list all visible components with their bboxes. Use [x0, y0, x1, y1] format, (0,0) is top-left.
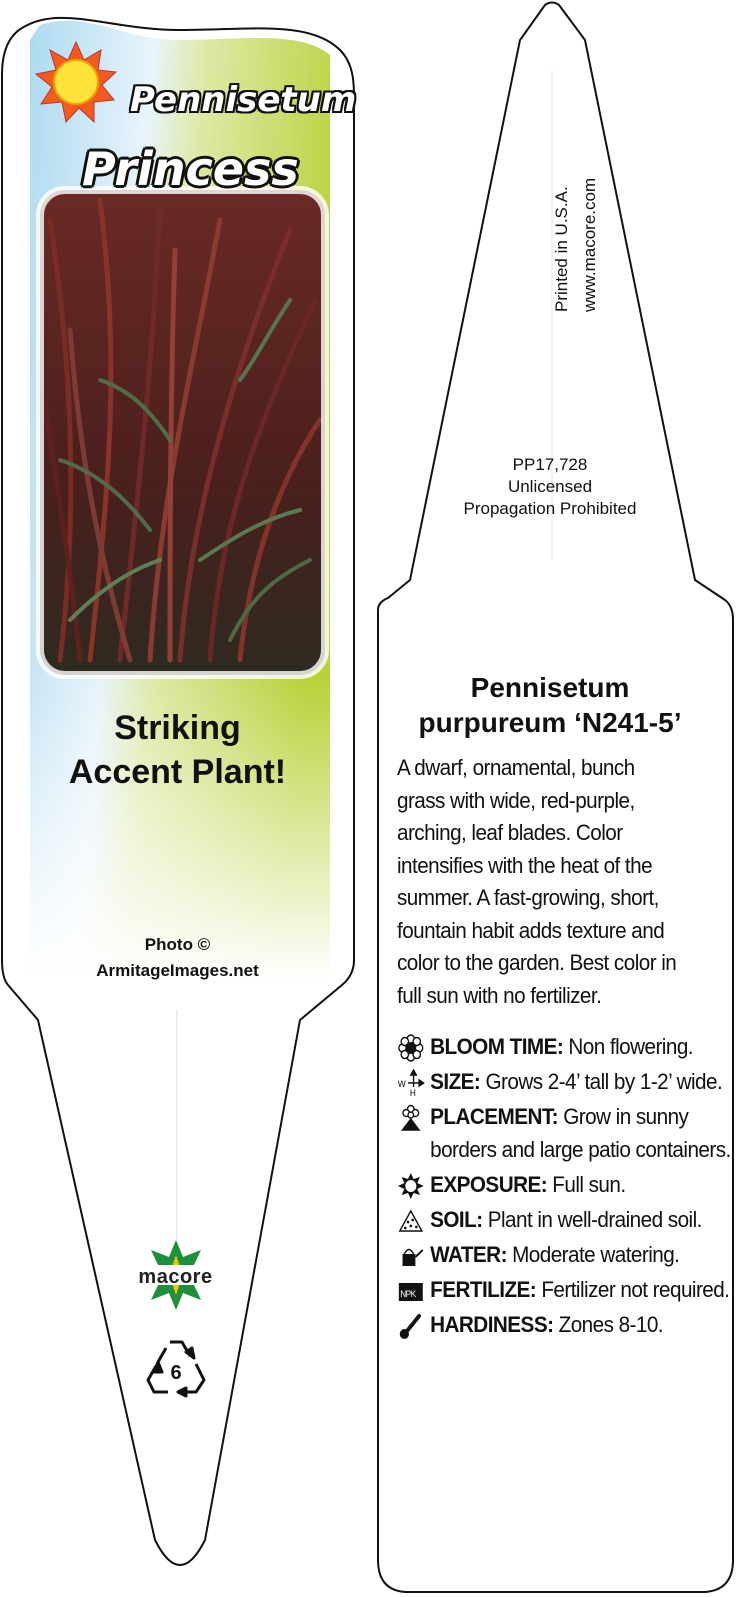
- attr-placement: [397, 1100, 738, 1166]
- genus-name: Pennisetum: [130, 80, 357, 120]
- attr-exposure: [397, 1168, 738, 1201]
- placement-value: Grow in sunny borders and large patio containers.: [430, 1104, 731, 1162]
- fertilize-label: FERTILIZE:: [430, 1277, 537, 1302]
- bloom-time-value: Non flowering.: [563, 1034, 693, 1059]
- plant-photo: [40, 190, 325, 675]
- placement-icon: [397, 1104, 425, 1132]
- cultivar-name: Princess: [82, 142, 299, 196]
- flower-icon: [397, 1034, 425, 1062]
- soil-label: SOIL:: [430, 1207, 483, 1232]
- propagation-notice: Propagation Prohibited: [463, 499, 637, 518]
- website: www.macore.com: [580, 177, 599, 312]
- water-label: WATER:: [430, 1242, 507, 1267]
- tagline: [30, 706, 325, 794]
- exposure-value: Full sun.: [547, 1172, 626, 1197]
- botanical-name-line-1: Pennisetum: [470, 672, 630, 703]
- soil-value: Plant in well-drained soil.: [482, 1207, 702, 1232]
- npk-icon: [397, 1277, 425, 1305]
- attr-soil: [397, 1203, 738, 1236]
- attr-size: [397, 1065, 738, 1098]
- brand-name: macore: [138, 1266, 213, 1288]
- botanical-name: [400, 670, 700, 740]
- tagline-line-2: Accent Plant!: [68, 753, 287, 791]
- tagline-line-1: Striking: [114, 709, 241, 747]
- hardiness-label: HARDINESS:: [430, 1312, 554, 1337]
- size-value: Grows 2-4’ tall by 1-2’ wide.: [480, 1069, 723, 1094]
- attr-bloom-time: [397, 1030, 738, 1063]
- patent-info: [430, 454, 670, 520]
- attr-water: [397, 1238, 738, 1271]
- license-status: Unlicensed: [507, 477, 593, 496]
- thermometer-icon: [397, 1312, 425, 1340]
- exposure-label: EXPOSURE:: [430, 1172, 548, 1197]
- size-icon-w: W: [397, 1078, 406, 1090]
- photo-credit-line-1: Photo ©: [144, 935, 211, 954]
- sun-icon: [397, 1172, 425, 1200]
- hardiness-value: Zones 8-10.: [553, 1312, 664, 1337]
- printed-in: Printed in U.S.A.: [552, 186, 571, 312]
- botanical-name-line-2: purpureum ‘N241-5’: [418, 707, 682, 738]
- bloom-time-label: BLOOM TIME:: [430, 1034, 564, 1059]
- attr-fertilize: [397, 1273, 738, 1306]
- soil-icon: [397, 1207, 425, 1235]
- care-attributes: [397, 1030, 731, 1343]
- npk-icon-text: NPK: [400, 1288, 416, 1300]
- plant-description: A dwarf, ornamental, bunch grass with wide, red-purple, arching, leaf blades. Color intensifies with the heat of the summer. A fast-growing, short, fountain habit adds texture and color to the garden. Best color in full sun with no fertilizer.: [397, 755, 677, 1008]
- watering-can-icon: [397, 1242, 425, 1270]
- placement-label: PLACEMENT:: [430, 1104, 558, 1129]
- fertilize-value: Fertilizer not required.: [536, 1277, 730, 1302]
- patent-number: PP17,728: [512, 455, 588, 474]
- size-icon-h: H: [409, 1087, 416, 1097]
- size-icon: [397, 1069, 425, 1097]
- photo-credit: [30, 932, 325, 984]
- print-info: [548, 178, 604, 312]
- attr-hardiness: [397, 1308, 738, 1341]
- recycle-code: 6: [170, 1362, 182, 1384]
- size-label: SIZE:: [430, 1069, 481, 1094]
- water-value: Moderate watering.: [506, 1242, 680, 1267]
- photo-credit-line-2: ArmitageImages.net: [96, 961, 259, 980]
